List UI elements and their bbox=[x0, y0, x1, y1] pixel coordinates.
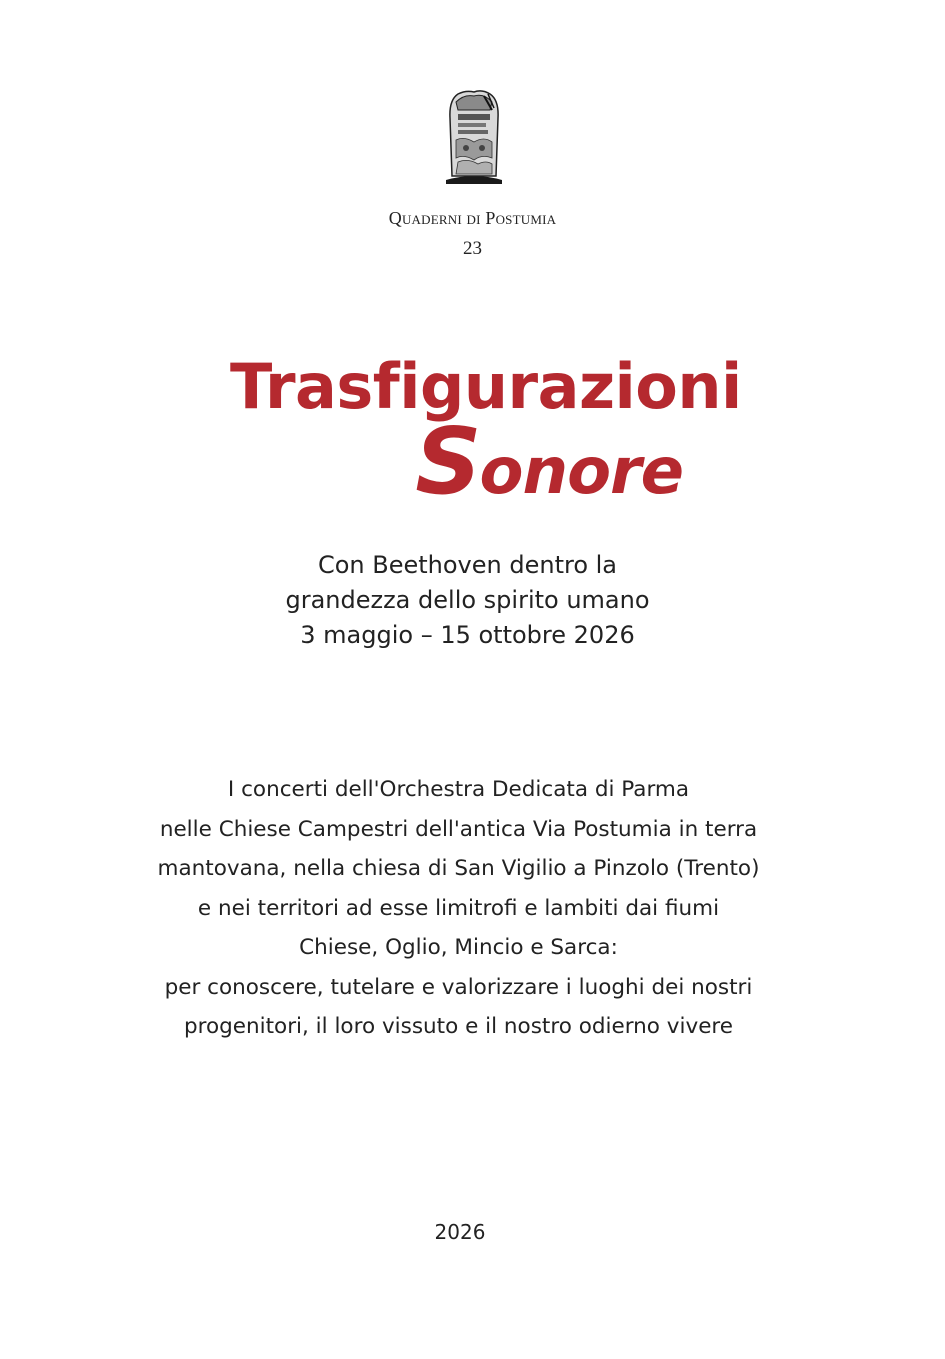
title-line-2 bbox=[415, 408, 683, 515]
stone-monument-logo bbox=[444, 88, 504, 184]
description-line: progenitori, il loro vissuto e il nostro odierno vivere bbox=[183, 1014, 734, 1039]
description-line: nelle Chiese Campestri dell'antica Via Postumia in terra bbox=[159, 816, 758, 842]
subtitle-dates: 3 maggio – 15 ottobre 2026 bbox=[300, 621, 635, 649]
description-line: per conoscere, tutelare e valorizzare i luoghi dei nostri bbox=[164, 974, 753, 1000]
subtitle bbox=[0, 548, 935, 653]
subtitle-line: grandezza dello spirito umano bbox=[285, 586, 650, 614]
description-line: Chiese, Oglio, Mincio e Sarca: bbox=[299, 935, 618, 960]
description-line: mantovana, nella chiesa di San Vigilio a Pinzolo (Trento) bbox=[157, 856, 760, 881]
subtitle-line: Con Beethoven dentro la bbox=[317, 551, 618, 579]
title-line-1: Trasfigurazioni bbox=[230, 350, 742, 423]
series-name: Quaderni di Postumia bbox=[388, 208, 557, 228]
title-initial: S bbox=[415, 408, 480, 515]
description-line: e nei territori ad esse limitrofi e lambiti dai fiumi bbox=[197, 895, 720, 921]
publication-year: 2026 bbox=[434, 1220, 486, 1244]
description-line: I concerti dell'Orchestra Dedicata di Parma bbox=[227, 777, 690, 802]
description bbox=[0, 770, 917, 1047]
title-rest: onore bbox=[479, 435, 683, 509]
series-number: 23 bbox=[463, 238, 482, 259]
